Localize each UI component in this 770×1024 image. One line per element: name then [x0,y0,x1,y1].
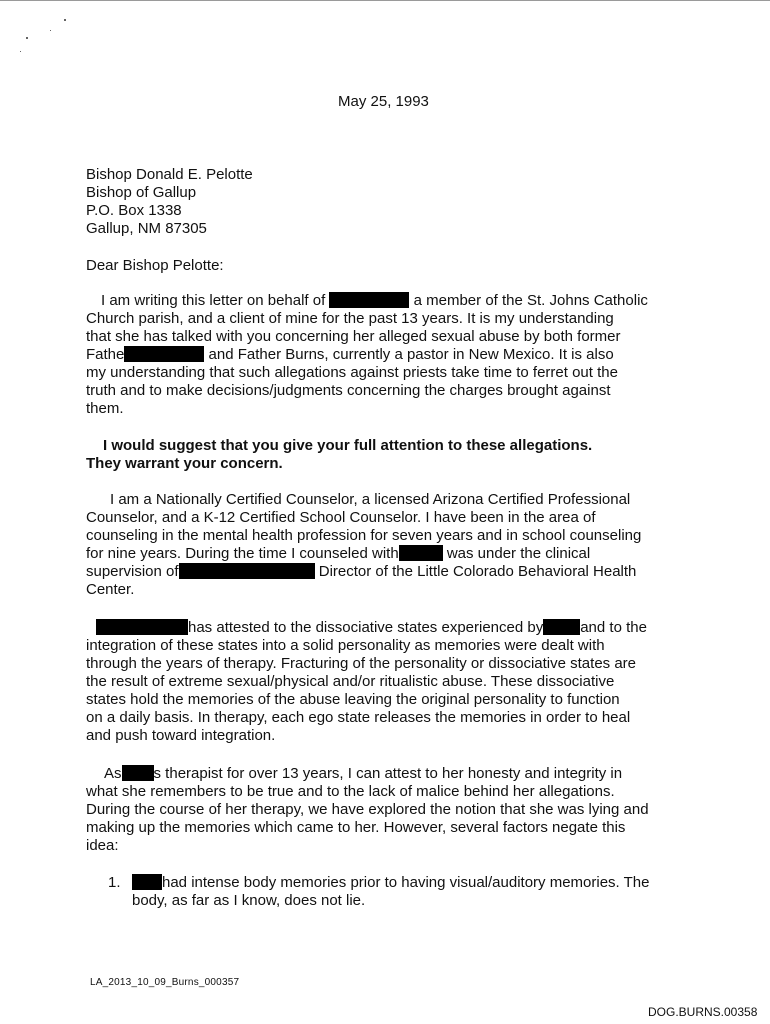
text-line: integration of these states into a solid personality as memories were dealt with [86,637,605,654]
address-line: Bishop Donald E. Pelotte [86,166,253,183]
text-line: Church parish, and a client of mine for the past 13 years. It is my understanding [86,310,614,327]
text-line: them. [86,400,124,417]
text-line: Fathe [86,346,125,363]
address-line: Gallup, NM 87305 [86,220,207,237]
scan-speck [64,19,66,21]
redaction-box [96,619,188,635]
text-line: has attested to the dissociative states experienced by [188,619,544,636]
text-line: a member of the St. Johns Catholic [413,292,648,309]
text-line: They warrant your concern. [86,455,283,472]
redaction-box [124,346,204,362]
paragraph-1 [86,292,648,418]
scan-speck [50,30,51,31]
address-line: Bishop of Gallup [86,184,197,201]
redaction-box [132,874,162,890]
redaction-box [179,563,315,579]
paragraph-3 [86,491,641,599]
text-line: for nine years. During the time I counseled with [86,545,399,562]
text-line: making up the memories which came to her. However, several factors negate this [86,819,626,836]
redaction-box [122,765,154,781]
redaction-box [399,545,443,561]
text-line: and to the [580,619,647,636]
text-line: During the course of her therapy, we have explored the notion that she was lying and [86,801,649,818]
text-line: what she remembers to be true and to the lack of malice behind her allegations. [86,783,615,800]
text-line: Director of the Little Colorado Behavioral Health [318,563,637,580]
text-line: I am a Nationally Certified Counselor, a licensed Arizona Certified Professional [110,491,631,508]
text-line: that she has talked with you concerning her alleged sexual abuse by both former [86,328,621,345]
text-line: through the years of therapy. Fracturing of the personality or dissociative states are [86,655,637,672]
paragraph-5 [86,765,649,855]
text-line: I would suggest that you give your full attention to these allegations. [103,437,593,454]
text-line: had intense body memories prior to having visual/auditory memories. The [162,874,650,891]
bates-number-left: LA_2013_10_09_Burns_000357 [90,977,240,988]
list-item [108,874,649,910]
top-border-line [0,0,770,1]
text-line: body, as far as I know, does not lie. [132,892,366,909]
text-line: states hold the memories of the abuse leaving the original personality to function [86,691,620,708]
text-line: was under the clinical [446,545,591,562]
text-line: s therapist for over 13 years, I can attest to her honesty and integrity in [153,765,623,782]
scan-speck [20,51,21,52]
recipient-address [86,166,253,238]
letter-date: May 25, 1993 [338,93,429,110]
text-line: truth and to make decisions/judgments concerning the charges brought against [86,382,611,399]
paragraph-2-emphasis [86,437,592,473]
text-line: Counselor, and a K-12 Certified School Counselor. I have been in the area of [86,509,596,526]
text-line: As [104,765,122,782]
address-line: P.O. Box 1338 [86,202,182,219]
text-line: Center. [86,581,135,598]
text-line: on a daily basis. In therapy, each ego state releases the memories in order to heal [86,709,631,726]
text-line: I am writing this letter on behalf of [101,292,326,309]
salutation: Dear Bishop Pelotte: [86,257,224,274]
text-line: counseling in the mental health profession for seven years and in school counseling [86,527,642,544]
text-line: and push toward integration. [86,727,276,744]
redaction-box [329,292,409,308]
text-line: idea: [86,837,119,854]
scan-speck [26,37,28,39]
text-line: the result of extreme sexual/physical and/or ritualistic abuse. These dissociative [86,673,615,690]
text-line: my understanding that such allegations against priests take time to ferret out the [86,364,618,381]
text-line: supervision of [86,563,179,580]
redaction-box [543,619,580,635]
paragraph-4 [86,619,647,745]
text-line: and Father Burns, currently a pastor in New Mexico. It is also [208,346,614,363]
bates-number-right: DOG.BURNS.00358 [648,1005,758,1019]
list-number: 1. [108,874,121,891]
